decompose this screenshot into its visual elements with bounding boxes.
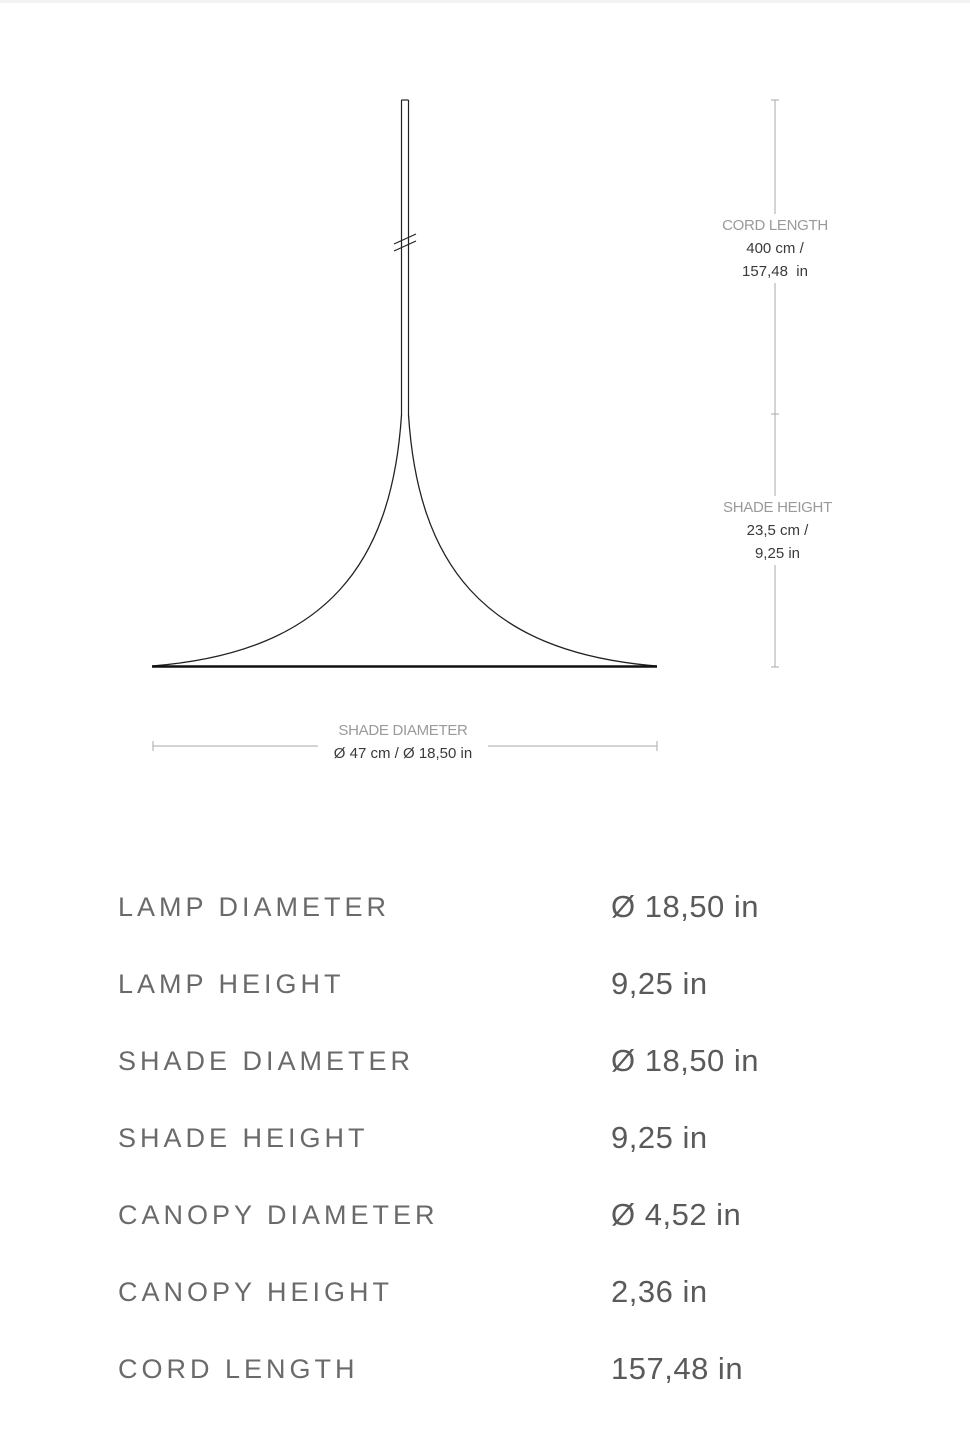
- lamp-shade-outline: [152, 415, 657, 666]
- shade-height-caption: SHADE HEIGHT: [723, 499, 832, 516]
- spec-label: CANOPY DIAMETER: [118, 1200, 439, 1230]
- spec-row: [0, 1101, 970, 1178]
- cord-length-metric: 400 cm /: [746, 240, 804, 257]
- shade-height-dimension: [705, 496, 850, 565]
- shade-diameter-dimension: [318, 719, 488, 765]
- shade-height-metric: 23,5 cm /: [746, 522, 809, 539]
- shade-height-imperial: 9,25 in: [754, 545, 801, 562]
- shade-diameter-caption: SHADE DIAMETER: [338, 722, 468, 739]
- spec-value: Ø 4,52 in: [611, 1197, 742, 1232]
- cord-length-imperial: 157,48 in: [742, 263, 808, 280]
- spec-row: [0, 1024, 970, 1101]
- spec-row: [0, 1332, 970, 1409]
- spec-label: LAMP HEIGHT: [118, 969, 345, 999]
- spec-value: Ø 18,50 in: [611, 1043, 760, 1078]
- shade-diameter-value: Ø 47 cm / Ø 18,50 in: [333, 745, 473, 762]
- spec-label: SHADE HEIGHT: [118, 1123, 369, 1153]
- cord-length-dimension: [705, 214, 845, 283]
- spec-value: Ø 18,50 in: [611, 889, 760, 924]
- spec-value: 2,36 in: [611, 1274, 708, 1309]
- spec-label: SHADE DIAMETER: [118, 1046, 415, 1076]
- spec-value: 157,48 in: [611, 1351, 744, 1386]
- cord-break-mark: [394, 234, 416, 251]
- spec-label: CANOPY HEIGHT: [118, 1277, 394, 1307]
- cord-length-caption: CORD LENGTH: [722, 217, 828, 234]
- spec-row: [0, 870, 970, 947]
- spec-row: [0, 1178, 970, 1255]
- vertical-dimension-line: [771, 100, 779, 667]
- lamp-cord: [402, 100, 409, 415]
- spec-value: 9,25 in: [611, 966, 708, 1001]
- spec-row: [0, 947, 970, 1024]
- spec-label: LAMP DIAMETER: [118, 892, 391, 922]
- spec-row: [0, 1255, 970, 1332]
- spec-label: CORD LENGTH: [118, 1354, 359, 1384]
- spec-value: 9,25 in: [611, 1120, 708, 1155]
